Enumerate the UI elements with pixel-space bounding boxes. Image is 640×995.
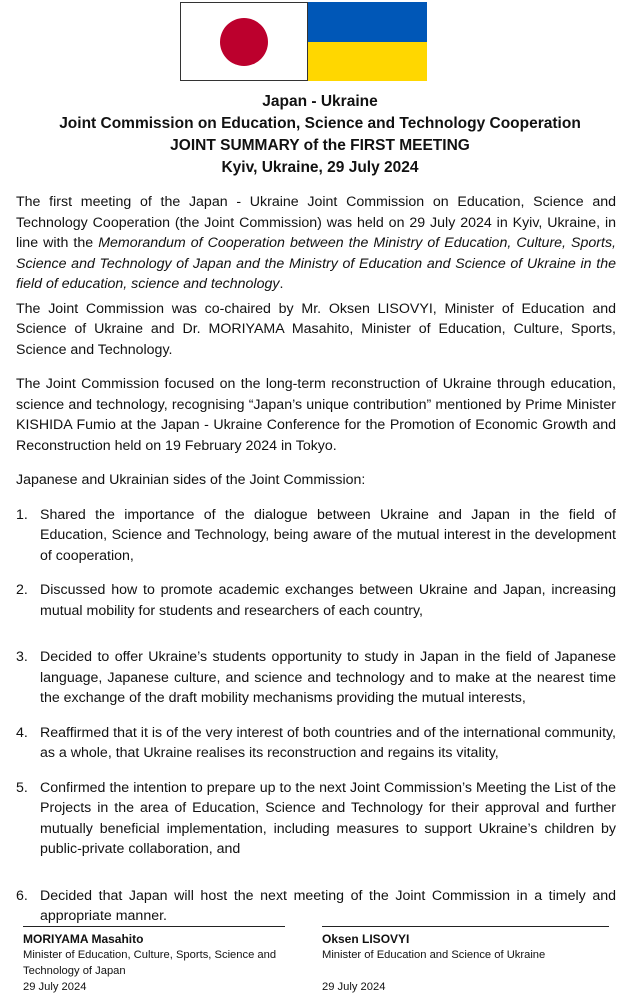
list-item-text: Shared the importance of the dialogue between Ukraine and Japan in the field of Education, Science and Technology, being aware of the mutual interest in the development of cooperation, xyxy=(40,506,616,564)
list-item-number: 2. xyxy=(16,582,28,598)
signatory-name: MORIYAMA Masahito xyxy=(23,932,144,946)
title-line-4: Kyiv, Ukraine, 29 July 2024 xyxy=(221,159,419,176)
list-item-number: 5. xyxy=(16,779,28,796)
list-item-number: 3. xyxy=(16,649,28,665)
list-item-text: Discussed how to promote academic exchanges between Ukraine and Japan, increasing mutual mobility for students and researchers of each country, xyxy=(40,582,616,619)
japan-flag-sun xyxy=(220,18,268,66)
intro-paragraph-2: The Joint Commission was co-chaired by Mr. Oksen LISOVYI, Minister of Education and Science of Ukraine and Dr. MORIYAMA Masahito, Minister of Education, Culture, Sports, Science and Technology. xyxy=(16,300,616,358)
list-item-number: 1. xyxy=(16,506,28,523)
list-item xyxy=(16,505,616,567)
title-line-2: Joint Commission on Education, Science and Technology Cooperation xyxy=(59,115,581,132)
memorandum-title: Memorandum of Cooperation between the Ministry of Education, Culture, Sports, Science and Technology of Japan and the Ministry of Education and Science of Ukraine in the field of education, science and technology xyxy=(16,235,616,292)
list-item-number: 4. xyxy=(16,724,28,741)
signature-block-japan xyxy=(23,926,285,995)
signature-date: 29 July 2024 xyxy=(23,981,87,993)
signature-line xyxy=(322,926,609,927)
list-item xyxy=(16,778,616,860)
list-item xyxy=(16,886,616,927)
list-item-text: Decided that Japan will host the next meeting of the Joint Commission in a timely and appropriate manner. xyxy=(40,887,616,924)
intro-p1-start: The first meeting of the Japan - Ukraine Joint Commission on Education, Science and Technology Cooperation (the Joint Commission) was held on 29 July 2024 in Kyiv, Ukraine, in line with the xyxy=(16,194,616,251)
signature-line xyxy=(23,926,285,927)
signature-block-ukraine xyxy=(322,926,609,995)
intro-paragraph-1 xyxy=(16,192,616,295)
list-item-text: Decided to offer Ukraine’s students opportunity to study in Japan in the field of Japanese language, Japanese culture, and science and technology and to make at the nearest time the exchange of the draft mobility mechanisms providing the mutual interests, xyxy=(40,649,616,706)
spacer xyxy=(322,963,609,979)
list-item xyxy=(16,723,616,764)
flags xyxy=(180,2,427,81)
intro-p1-end: . xyxy=(279,276,284,292)
japan-flag xyxy=(180,2,308,81)
intro-paragraph-4: Japanese and Ukrainian sides of the Joint Commission: xyxy=(16,472,366,488)
document-body xyxy=(16,192,616,927)
document-title xyxy=(0,91,640,179)
list-item-number: 6. xyxy=(16,887,28,904)
signatory-title: Minister of Education, Culture, Sports, Science and Technology of Japan xyxy=(23,949,277,977)
list-item-text: Confirmed the intention to prepare up to the next Joint Commission’s Meeting the List of the Projects in the area of Education, Science and Technology for their approval and further mutually beneficial implementation, including measures to support Ukraine’s children by public-private collaboration, and xyxy=(40,779,616,857)
ukraine-flag-yellow-band xyxy=(308,42,427,82)
signatory-title: Minister of Education and Science of Ukraine xyxy=(322,949,546,961)
title-line-3: JOINT SUMMARY of the FIRST MEETING xyxy=(170,137,470,154)
title-line-1: Japan - Ukraine xyxy=(262,93,378,110)
intro-paragraph-3: The Joint Commission focused on the long-term reconstruction of Ukraine through education, science and technology, recognising “Japan’s unique contribution” mentioned by Prime Minister KISHIDA Fumio at the Japan - Ukraine Conference for the Promotion of Economic Growth and Reconstruction held on 19 February 2024 in Tokyo. xyxy=(16,376,616,454)
ukraine-flag xyxy=(308,2,427,81)
ukraine-flag-blue-band xyxy=(308,2,427,42)
outcomes-list xyxy=(16,505,616,927)
signature-date: 29 July 2024 xyxy=(322,981,386,993)
list-item-text: Reaffirmed that it is of the very interest of both countries and of the international community, as a whole, that Ukraine realises its reconstruction and regains its vitality, xyxy=(40,724,616,761)
signatory-name: Oksen LISOVYI xyxy=(322,932,410,946)
list-item xyxy=(16,647,616,709)
list-item xyxy=(16,580,616,621)
